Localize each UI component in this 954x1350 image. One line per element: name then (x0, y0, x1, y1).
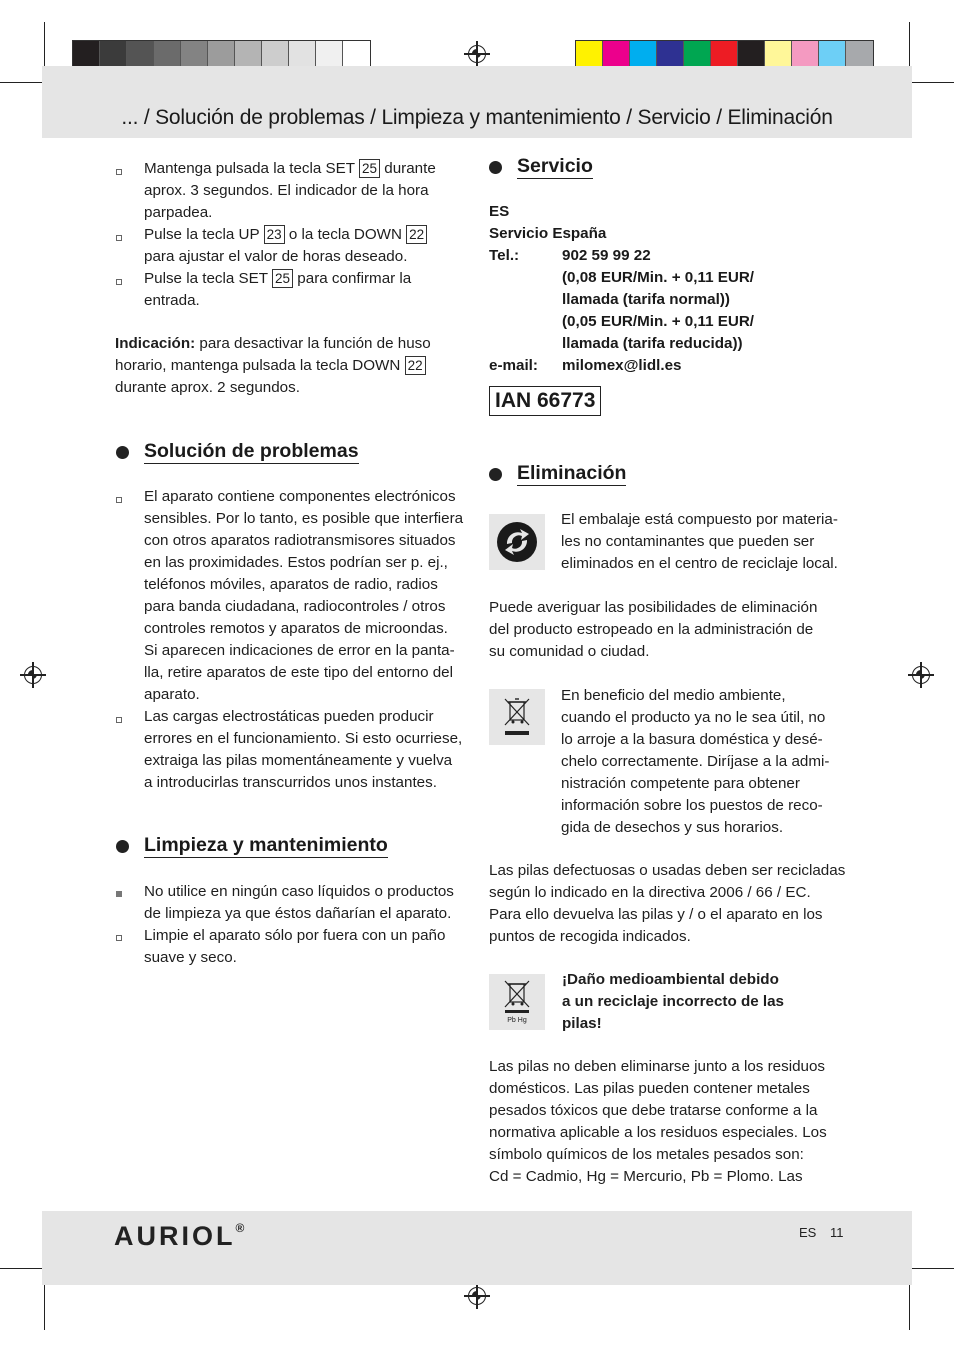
text-line: lo arroje a la basura doméstica y desé- (561, 731, 823, 748)
text-line: extraiga las pilas momentáneamente y vuelva (144, 752, 453, 769)
color-swatch (154, 41, 181, 67)
text-line: llamada (tarifa reducida)) (562, 335, 743, 352)
text-line: según lo indicado en la directiva 2006 / 66 / EC. (489, 884, 811, 901)
weee-text (561, 685, 829, 839)
crossed-bin-icon (489, 689, 545, 745)
text-line: Las pilas no deben eliminarse junto a los residuos (489, 1058, 826, 1075)
text-line: ¡Daño medioambiental debido (562, 971, 779, 988)
registration-mark-icon (468, 45, 486, 63)
step-text: Mantenga pulsada la tecla SET (144, 160, 360, 177)
registration-mark-icon (468, 1287, 486, 1305)
text-line: Si aparecen indicaciones de error en la panta- (144, 642, 455, 659)
text-line: para banda ciudadana, radiocontroles / otros (144, 598, 446, 615)
color-swatch (711, 41, 738, 67)
step-text: o la tecla DOWN (284, 226, 407, 243)
text-line: símbolo químicos de los metales pesados son: (489, 1146, 804, 1163)
page-number: 11 (829, 1225, 844, 1240)
troubleshooting-item (144, 486, 463, 706)
process-color-bar (575, 40, 874, 68)
text-line: a un reciclaje incorrecto de las (562, 993, 785, 1010)
page-info (799, 1225, 843, 1240)
section-heading-cleaning (144, 834, 388, 857)
color-swatch (235, 41, 262, 67)
color-swatch (208, 41, 235, 67)
bullet-icon (116, 497, 122, 503)
heading-bullet-icon (489, 468, 502, 481)
color-swatch (603, 41, 630, 67)
text-line: domésticos. Las pilas pueden contener metales (489, 1080, 810, 1097)
text-line: su comunidad o ciudad. (489, 643, 650, 660)
email-address[interactable]: milomex@lidl.es (562, 357, 682, 374)
crop-mark (0, 82, 46, 83)
heading-text: Solución de problemas (144, 440, 359, 462)
section-heading-disposal (517, 462, 626, 485)
crop-mark (908, 1268, 954, 1269)
key-badge: 22 (405, 356, 426, 375)
text-line: El embalaje está compuesto por materia- (561, 511, 838, 528)
heading-bullet-icon (116, 840, 129, 853)
color-swatch (289, 41, 316, 67)
bullet-icon (116, 169, 122, 175)
disposal-options-text (489, 597, 817, 663)
page-title: ... / Solución de problemas / Limpieza y mantenimiento / Servicio / Eliminación (121, 106, 833, 129)
text-line: Las pilas defectuosas o usadas deben ser recicladas (489, 862, 846, 879)
text-line: llamada (tarifa normal)) (562, 291, 730, 308)
step-text: para confirmar la (293, 270, 412, 287)
key-badge: 22 (406, 225, 427, 244)
key-badge: 25 (359, 159, 380, 178)
step-text: entrada. (144, 292, 200, 309)
bullet-icon (116, 279, 122, 285)
heading-bullet-icon (489, 161, 502, 174)
text-line: 902 59 99 22 (562, 247, 651, 264)
email-label: e-mail: (489, 357, 538, 374)
warning-text (562, 969, 784, 1035)
color-swatch (792, 41, 819, 67)
color-swatch (765, 41, 792, 67)
text-line: El aparato contiene componentes electrónicos (144, 488, 456, 505)
service-name: Servicio España (489, 225, 607, 242)
color-swatch (819, 41, 846, 67)
final-text (489, 1056, 827, 1188)
text-line: del producto estropeado en la administración de (489, 621, 814, 638)
section-heading-service (517, 155, 593, 178)
text-line: puntos de recogida indicados. (489, 928, 691, 945)
text-line: con otros aparatos radiotransmisores situados (144, 532, 456, 549)
heading-text: Eliminación (517, 462, 627, 484)
step-text: aprox. 3 segundos. El indicador de la hora (144, 182, 429, 199)
bullet-icon (116, 717, 122, 723)
ian-number: IAN 66773 (489, 386, 601, 416)
text-line: pilas! (562, 1015, 602, 1032)
step-text: Pulse la tecla UP (144, 226, 264, 243)
text-line: lla, retire aparatos de este tipo del entorno del (144, 664, 454, 681)
cleaning-item (144, 881, 454, 925)
battery-bin-icon (489, 974, 545, 1030)
text-line: suave y seco. (144, 949, 237, 966)
crop-mark (44, 22, 45, 68)
text-line: de limpieza ya que éstos dañarían el aparato. (144, 905, 452, 922)
bullet-icon (116, 235, 122, 241)
color-swatch (100, 41, 127, 67)
text-line: nistración competente para obtener (561, 775, 800, 792)
text-line: información sobre los puestos de reco- (561, 797, 823, 814)
crop-mark (908, 82, 954, 83)
text-line: les no contaminantes que pueden ser (561, 533, 815, 550)
color-swatch (316, 41, 343, 67)
heading-text: Limpieza y mantenimiento (144, 834, 388, 856)
crop-mark (44, 1284, 45, 1330)
color-swatch (181, 41, 208, 67)
section-heading-troubleshooting (144, 440, 359, 463)
text-line: controles remotos y aparatos de microondas. (144, 620, 448, 637)
text-line: normativa aplicable a los residuos especiales. Los (489, 1124, 827, 1141)
text-line: Las cargas electrostáticas pueden producir (144, 708, 434, 725)
text-line: gida de desechos y sus horarios. (561, 819, 784, 836)
key-badge: 23 (264, 225, 285, 244)
text-line: (0,08 EUR/Min. + 0,11 EUR/ (562, 269, 755, 286)
step-item (144, 158, 436, 224)
tel-label: Tel.: (489, 247, 520, 264)
color-swatch (262, 41, 289, 67)
cleaning-item (144, 925, 445, 969)
crop-mark (909, 1284, 910, 1330)
color-swatch (657, 41, 684, 67)
bullet-icon (116, 935, 122, 941)
text-line: eliminados en el centro de reciclaje local. (561, 555, 838, 572)
note-text: durante aprox. 2 segundos. (115, 379, 300, 396)
crop-mark (0, 1268, 46, 1269)
text-line: En beneficio del medio ambiente, (561, 687, 786, 704)
text-line: teléfonos móviles, aparatos de radio, radios (144, 576, 438, 593)
text-line: Para ello devuelva las pilas y / o el aparato en los (489, 906, 823, 923)
tel-lines (562, 245, 754, 355)
text-line: en las proximidades. Estos podrían ser p. ej., (144, 554, 448, 571)
packaging-text (561, 509, 838, 575)
color-swatch (576, 41, 603, 67)
text-line: (0,05 EUR/Min. + 0,11 EUR/ (562, 313, 755, 330)
bullet-icon (116, 891, 122, 897)
green-dot-recycling-icon (489, 514, 545, 570)
page-footer (42, 1211, 912, 1285)
text-line: pesados tóxicos que debe tratarse conforme a la (489, 1102, 818, 1119)
color-swatch (684, 41, 711, 67)
service-country: ES (489, 203, 510, 220)
language-code: ES (799, 1225, 817, 1240)
crop-mark (909, 22, 910, 68)
note-text: para desactivar la función de huso (195, 335, 431, 352)
note-text: horario, mantenga pulsada la tecla DOWN (115, 357, 405, 374)
color-swatch (343, 41, 370, 67)
registration-mark-icon (912, 666, 930, 684)
text-line: a introducirlas transcurridos unos instantes. (144, 774, 437, 791)
color-swatch (73, 41, 100, 67)
heading-text: Servicio (517, 155, 593, 177)
color-swatch (846, 41, 873, 67)
text-line: errores en el funcionamiento. Si esto ocurriese, (144, 730, 463, 747)
step-text: parpadea. (144, 204, 213, 221)
step-text: para ajustar el valor de horas deseado. (144, 248, 408, 265)
gray-color-bar (72, 40, 371, 68)
text-line: No utilice en ningún caso líquidos o productos (144, 883, 454, 900)
registration-mark-icon (24, 666, 42, 684)
color-swatch (738, 41, 765, 67)
text-line: Limpie el aparato sólo por fuera con un paño (144, 927, 446, 944)
key-badge: 25 (272, 269, 293, 288)
text-line: cuando el producto ya no le sea útil, no (561, 709, 826, 726)
color-swatch (127, 41, 154, 67)
step-text: durante (380, 160, 436, 177)
text-line: Puede averiguar las posibilidades de eliminación (489, 599, 818, 616)
text-line: aparato. (144, 686, 200, 703)
step-item (144, 268, 411, 312)
note-label: Indicación: (115, 335, 196, 352)
batteries-text (489, 860, 845, 948)
heading-bullet-icon (116, 446, 129, 459)
battery-icon-label: Pb Hg (507, 1017, 527, 1024)
page-header (42, 66, 912, 138)
text-line: sensibles. Por lo tanto, es posible que interfiera (144, 510, 464, 527)
text-line: Cd = Cadmio, Hg = Mercurio, Pb = Plomo. Las (489, 1168, 803, 1185)
step-text: Pulse la tecla SET (144, 270, 273, 287)
note-paragraph (115, 333, 431, 399)
color-swatch (630, 41, 657, 67)
brand-logo: AURIOL® (114, 1221, 248, 1251)
troubleshooting-item (144, 706, 462, 794)
text-line: chelo correctamente. Diríjase a la admi- (561, 753, 830, 770)
step-item (144, 224, 427, 268)
